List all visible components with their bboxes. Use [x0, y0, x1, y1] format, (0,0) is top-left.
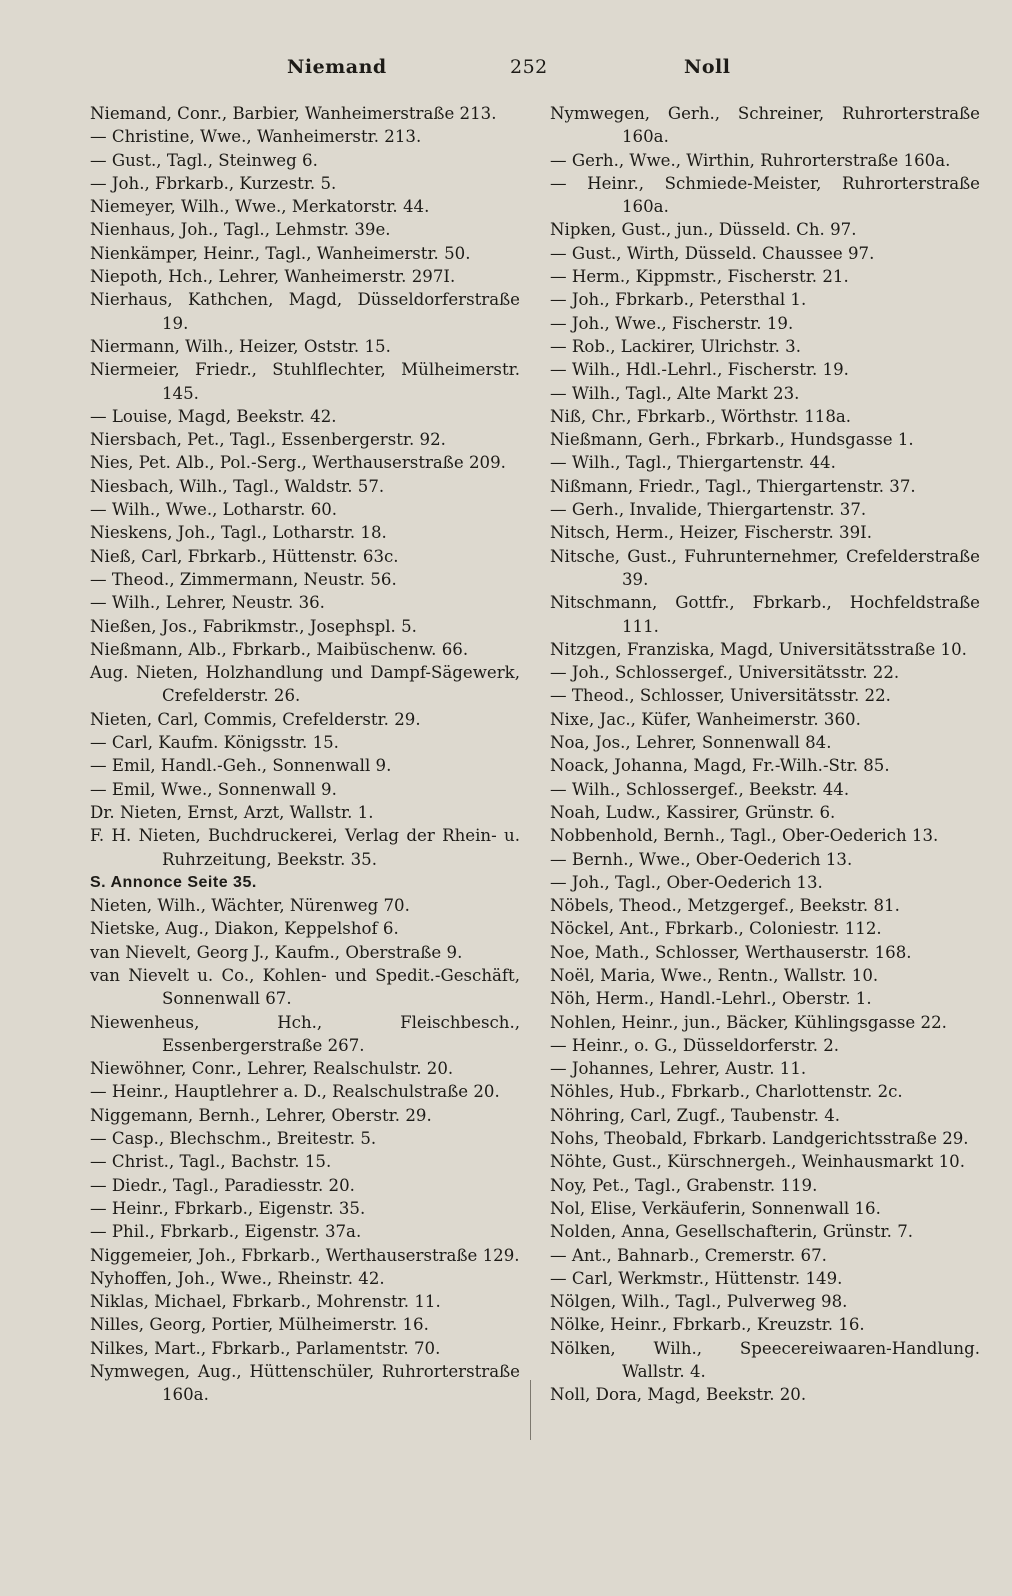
list-item: — Gerh., Invalide, Thiergartenstr. 37. — [550, 500, 867, 520]
list-item: — Wilh., Tagl., Alte Markt 23. — [550, 383, 800, 403]
list-item: — Ant., Bahnarb., Cremerstr. 67. — [550, 1245, 827, 1265]
list-item: Nitzgen, Franziska, Magd, Universitätsstraße 10. — [550, 639, 967, 659]
list-item: — Theod., Zimmermann, Neustr. 56. — [90, 569, 397, 589]
list-item: Nienhaus, Joh., Tagl., Lehmstr. 39e. — [90, 220, 391, 240]
list-item: Nilles, Georg, Portier, Mülheimerstr. 16. — [90, 1315, 429, 1335]
list-item: Noah, Ludw., Kassirer, Grünstr. 6. — [550, 802, 836, 822]
list-item: Nobbenhold, Bernh., Tagl., Ober-Oederich 13. — [550, 826, 939, 846]
list-item: Nießen, Jos., Fabrikmstr., Josephspl. 5. — [90, 616, 417, 636]
list-item: Nierhaus, Kathchen, Magd, Düsseldorferstraße 19. — [90, 290, 520, 333]
list-item: Nipken, Gust., jun., Düsseld. Ch. 97. — [550, 220, 857, 240]
list-item: — Heinr., Hauptlehrer a. D., Realschulstraße 20. — [90, 1082, 500, 1102]
list-item: — Heinr., Schmiede-Meister, Ruhrorterstraße 160a. — [550, 173, 980, 217]
list-item: Nol, Elise, Verkäuferin, Sonnenwall 16. — [550, 1198, 881, 1218]
list-item: — Johannes, Lehrer, Austr. 11. — [550, 1059, 807, 1079]
list-item: Nymwegen, Aug., Hüttenschüler, Ruhrorterstraße 160a. — [90, 1362, 520, 1405]
list-item: Niermeier, Friedr., Stuhlflechter, Mülheimerstr. 145. — [90, 360, 520, 403]
list-item: van Nievelt, Georg J., Kaufm., Oberstraße 9. — [90, 942, 463, 962]
list-item: Nieten, Wilh., Wächter, Nürenweg 70. — [90, 896, 410, 916]
list-item: — Emil, Wwe., Sonnenwall 9. — [90, 779, 337, 799]
list-item: Nißmann, Friedr., Tagl., Thiergartenstr. 37. — [550, 476, 916, 496]
list-item: — Wilh., Wwe., Lotharstr. 60. — [90, 500, 338, 520]
page-number: 252 — [510, 56, 548, 78]
list-item: Niß, Chr., Fbrkarb., Wörthstr. 118a. — [550, 406, 852, 426]
list-item: Nilkes, Mart., Fbrkarb., Parlamentstr. 70. — [90, 1338, 441, 1358]
list-item: — Wilh., Tagl., Thiergartenstr. 44. — [550, 453, 836, 473]
list-item: Niermann, Wilh., Heizer, Oststr. 15. — [90, 336, 391, 356]
list-item: — Phil., Fbrkarb., Eigenstr. 37a. — [90, 1222, 362, 1242]
header-right-keyword: Noll — [684, 56, 731, 78]
list-item: Nolden, Anna, Gesellschafterin, Grünstr. 7. — [550, 1222, 914, 1242]
list-item: Nieskens, Joh., Tagl., Lotharstr. 18. — [90, 523, 387, 543]
list-item: Niemand, Conr., Barbier, Wanheimerstraße 213. — [90, 104, 497, 123]
list-item: — Joh., Tagl., Ober-Oederich 13. — [550, 872, 823, 892]
list-item: Nymwegen, Gerh., Schreiner, Ruhrorterstraße 160a. — [550, 104, 980, 147]
annonce-reference: S. Annonce Seite 35. — [90, 873, 257, 891]
list-item: — Joh., Wwe., Fischerstr. 19. — [550, 313, 794, 333]
list-item: Niggemeier, Joh., Fbrkarb., Werthauserstraße 129. — [90, 1245, 520, 1265]
list-item: Niewöhner, Conr., Lehrer, Realschulstr. 20. — [90, 1059, 454, 1079]
list-item: Noe, Math., Schlosser, Werthauserstr. 168. — [550, 942, 912, 962]
list-item: — Carl, Werkmstr., Hüttenstr. 149. — [550, 1268, 843, 1288]
list-item: — Carl, Kaufm. Königsstr. 15. — [90, 733, 339, 753]
list-item: Nölke, Heinr., Fbrkarb., Kreuzstr. 16. — [550, 1315, 865, 1335]
list-item: Nixe, Jac., Küfer, Wanheimerstr. 360. — [550, 709, 861, 729]
list-item: — Wilh., Schlossergef., Beekstr. 44. — [550, 779, 850, 799]
column-divider — [530, 1380, 531, 1440]
list-item: — Joh., Schlossergef., Universitätsstr. 22. — [550, 663, 900, 683]
list-item: Aug. Nieten, Holzhandlung und Dampf-Sägewerk, Crefelderstr. 26. — [90, 663, 520, 706]
list-item: Dr. Nieten, Ernst, Arzt, Wallstr. 1. — [90, 802, 374, 822]
list-item: Nöh, Herm., Handl.-Lehrl., Oberstr. 1. — [550, 989, 872, 1009]
list-item: — Christ., Tagl., Bachstr. 15. — [90, 1152, 332, 1172]
list-item: Niggemann, Bernh., Lehrer, Oberstr. 29. — [90, 1105, 432, 1125]
list-item: Nies, Pet. Alb., Pol.-Serg., Werthauserstraße 209. — [90, 453, 506, 473]
list-item: — Christine, Wwe., Wanheimerstr. 213. — [90, 127, 422, 147]
list-item: Nitsch, Herm., Heizer, Fischerstr. 39I. — [550, 523, 872, 543]
list-item: — Herm., Kippmstr., Fischerstr. 21. — [550, 267, 849, 287]
list-item: Nöckel, Ant., Fbrkarb., Coloniestr. 112. — [550, 919, 882, 939]
list-item: Noack, Johanna, Magd, Fr.-Wilh.-Str. 85. — [550, 756, 890, 776]
list-item: Nohs, Theobald, Fbrkarb. Landgerichtsstraße 29. — [550, 1129, 969, 1149]
list-item: Nöhring, Carl, Zugf., Taubenstr. 4. — [550, 1105, 841, 1125]
list-item: — Gust., Wirth, Düsseld. Chaussee 97. — [550, 243, 875, 263]
list-item: Nießmann, Gerh., Fbrkarb., Hundsgasse 1. — [550, 430, 914, 450]
list-item: Nieß, Carl, Fbrkarb., Hüttenstr. 63c. — [90, 546, 399, 566]
list-item: Nöbels, Theod., Metzgergef., Beekstr. 81. — [550, 896, 900, 916]
list-item: — Rob., Lackirer, Ulrichstr. 3. — [550, 336, 801, 356]
list-item: Nitschmann, Gottfr., Fbrkarb., Hochfeldstraße 111. — [550, 593, 980, 636]
list-item: Niepoth, Hch., Lehrer, Wanheimerstr. 297I. — [90, 267, 456, 287]
list-item: Nienkämper, Heinr., Tagl., Wanheimerstr. 50. — [90, 243, 471, 263]
list-item: — Heinr., Fbrkarb., Eigenstr. 35. — [90, 1198, 366, 1218]
left-column — [90, 102, 520, 1407]
list-item: van Nievelt u. Co., Kohlen- und Spedit.-Geschäft, Sonnenwall 67. — [90, 965, 520, 1009]
list-item: — Bernh., Wwe., Ober-Oederich 13. — [550, 849, 853, 869]
list-item: Noy, Pet., Tagl., Grabenstr. 119. — [550, 1175, 818, 1195]
list-item: — Diedr., Tagl., Paradiesstr. 20. — [90, 1175, 355, 1195]
list-item: Nitsche, Gust., Fuhrunternehmer, Crefelderstraße 39. — [550, 546, 980, 589]
list-item: — Heinr., o. G., Düsseldorferstr. 2. — [550, 1035, 840, 1055]
list-item: Nölgen, Wilh., Tagl., Pulverweg 98. — [550, 1292, 848, 1312]
list-item: — Joh., Fbrkarb., Kurzestr. 5. — [90, 173, 337, 193]
list-item: Nöhte, Gust., Kürschnergeh., Weinhausmarkt 10. — [550, 1152, 965, 1172]
list-item: — Wilh., Lehrer, Neustr. 36. — [90, 593, 325, 613]
list-item: Noël, Maria, Wwe., Rentn., Wallstr. 10. — [550, 965, 879, 985]
list-item: Nieten, Carl, Commis, Crefelderstr. 29. — [90, 709, 421, 729]
list-item: — Gust., Tagl., Steinweg 6. — [90, 150, 318, 170]
list-item: Nießmann, Alb., Fbrkarb., Maibüschenw. 66. — [90, 639, 469, 659]
right-column — [550, 102, 980, 1407]
list-item: Niewenheus, Hch., Fleischbesch., Essenbergerstraße 267. — [90, 1012, 520, 1055]
list-item: — Emil, Handl.-Geh., Sonnenwall 9. — [90, 756, 392, 776]
list-item: Nyhoffen, Joh., Wwe., Rheinstr. 42. — [90, 1268, 385, 1288]
list-item: Nohlen, Heinr., jun., Bäcker, Kühlingsgasse 22. — [550, 1012, 947, 1032]
list-item: Noa, Jos., Lehrer, Sonnenwall 84. — [550, 733, 832, 753]
list-item: — Louise, Magd, Beekstr. 42. — [90, 406, 337, 426]
list-item: Niesbach, Wilh., Tagl., Waldstr. 57. — [90, 476, 385, 496]
list-item: Nietske, Aug., Diakon, Keppelshof 6. — [90, 919, 399, 939]
list-item: — Gerh., Wwe., Wirthin, Ruhrorterstraße 160a. — [550, 150, 951, 170]
list-item: — Theod., Schlosser, Universitätsstr. 22. — [550, 686, 891, 706]
list-item: Niersbach, Pet., Tagl., Essenbergerstr. 92. — [90, 430, 446, 450]
list-item: Niemeyer, Wilh., Wwe., Merkatorstr. 44. — [90, 197, 430, 217]
list-item: — Joh., Fbrkarb., Petersthal 1. — [550, 290, 807, 310]
list-item: F. H. Nieten, Buchdruckerei, Verlag der Rhein- u. Ruhrzeitung, Beekstr. 35. — [90, 826, 520, 869]
list-item: Niklas, Michael, Fbrkarb., Mohrenstr. 11. — [90, 1292, 441, 1312]
list-item: — Wilh., Hdl.-Lehrl., Fischerstr. 19. — [550, 360, 849, 380]
list-item: Noll, Dora, Magd, Beekstr. 20. — [550, 1385, 807, 1405]
list-item: Nöhles, Hub., Fbrkarb., Charlottenstr. 2c. — [550, 1082, 903, 1102]
list-item: Nölken, Wilh., Speecereiwaaren-Handlung. Wallstr. 4. — [550, 1338, 980, 1382]
header-left-keyword: Niemand — [287, 56, 387, 78]
list-item: — Casp., Blechschm., Breitestr. 5. — [90, 1129, 377, 1149]
